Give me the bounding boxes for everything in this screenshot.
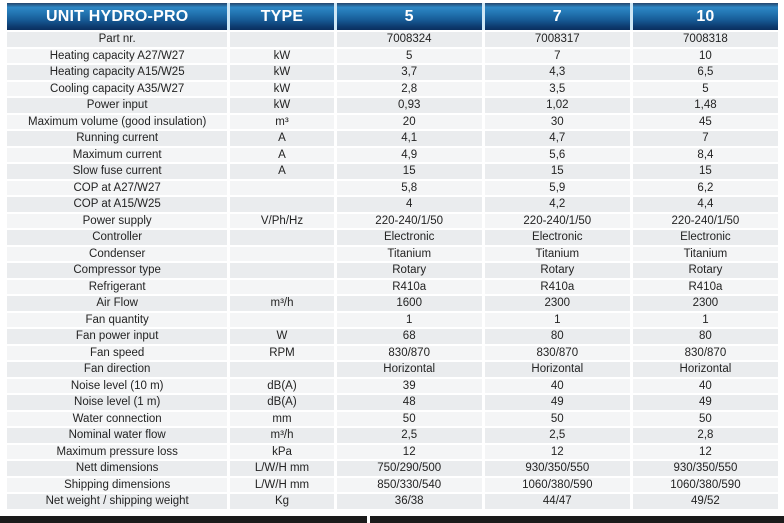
table-row bbox=[7, 32, 778, 47]
cell-value: 5 bbox=[337, 49, 482, 64]
row-unit bbox=[230, 230, 333, 245]
table-row bbox=[7, 362, 778, 377]
row-unit: m³ bbox=[230, 115, 333, 130]
row-label: Cooling capacity A35/W27 bbox=[7, 82, 227, 97]
spec-table bbox=[4, 1, 781, 511]
cell-value: R410a bbox=[633, 280, 778, 295]
cell-value: 3,7 bbox=[337, 65, 482, 80]
spec-table-body bbox=[7, 32, 778, 509]
cell-value: 20 bbox=[337, 115, 482, 130]
cell-value: 4 bbox=[337, 197, 482, 212]
row-unit: V/Ph/Hz bbox=[230, 214, 333, 229]
table-row bbox=[7, 280, 778, 295]
cell-value: 49 bbox=[485, 395, 630, 410]
table-row bbox=[7, 395, 778, 410]
cell-value: Rotary bbox=[633, 263, 778, 278]
cell-value: Rotary bbox=[337, 263, 482, 278]
cell-value: 7008324 bbox=[337, 32, 482, 47]
cell-value: 15 bbox=[485, 164, 630, 179]
table-row bbox=[7, 98, 778, 113]
row-unit bbox=[230, 181, 333, 196]
row-label: Water connection bbox=[7, 412, 227, 427]
row-label: Compressor type bbox=[7, 263, 227, 278]
cell-value: 4,4 bbox=[633, 197, 778, 212]
header-unit-name: UNIT HYDRO-PRO bbox=[7, 3, 227, 30]
table-row bbox=[7, 445, 778, 460]
row-unit: Kg bbox=[230, 494, 333, 509]
row-unit: L/W/H mm bbox=[230, 461, 333, 476]
cell-value: 2300 bbox=[633, 296, 778, 311]
cell-value: 7008317 bbox=[485, 32, 630, 47]
cell-value: 6,5 bbox=[633, 65, 778, 80]
table-row bbox=[7, 82, 778, 97]
row-label: COP at A15/W25 bbox=[7, 197, 227, 212]
cell-value: 0,93 bbox=[337, 98, 482, 113]
cell-value: 220-240/1/50 bbox=[485, 214, 630, 229]
cell-value: 4,7 bbox=[485, 131, 630, 146]
header-row bbox=[7, 3, 778, 30]
cell-value: Titanium bbox=[633, 247, 778, 262]
cell-value: 68 bbox=[337, 329, 482, 344]
cell-value: 48 bbox=[337, 395, 482, 410]
row-label: Fan power input bbox=[7, 329, 227, 344]
row-label: Noise level (1 m) bbox=[7, 395, 227, 410]
table-row bbox=[7, 181, 778, 196]
row-label: Fan direction bbox=[7, 362, 227, 377]
row-unit: m³/h bbox=[230, 296, 333, 311]
row-label: Controller bbox=[7, 230, 227, 245]
spec-table-header bbox=[7, 3, 778, 30]
row-unit: kW bbox=[230, 82, 333, 97]
cell-value: Titanium bbox=[485, 247, 630, 262]
cell-value: Rotary bbox=[485, 263, 630, 278]
cell-value: 49/52 bbox=[633, 494, 778, 509]
cell-value: 50 bbox=[633, 412, 778, 427]
row-label: Maximum current bbox=[7, 148, 227, 163]
cell-value: 49 bbox=[633, 395, 778, 410]
row-label: Noise level (10 m) bbox=[7, 379, 227, 394]
row-label: Running current bbox=[7, 131, 227, 146]
row-label: Maximum volume (good insulation) bbox=[7, 115, 227, 130]
table-row bbox=[7, 346, 778, 361]
cell-value: Titanium bbox=[337, 247, 482, 262]
cell-value: 930/350/550 bbox=[485, 461, 630, 476]
cell-value: 80 bbox=[485, 329, 630, 344]
row-unit: dB(A) bbox=[230, 379, 333, 394]
cell-value: 3,5 bbox=[485, 82, 630, 97]
cell-value: 15 bbox=[633, 164, 778, 179]
cell-value: 4,1 bbox=[337, 131, 482, 146]
cell-value: 1,02 bbox=[485, 98, 630, 113]
table-row bbox=[7, 296, 778, 311]
cell-value: 7 bbox=[633, 131, 778, 146]
cell-value: 1,48 bbox=[633, 98, 778, 113]
row-unit: kPa bbox=[230, 445, 333, 460]
cell-value: 2,8 bbox=[633, 428, 778, 443]
row-label: Refrigerant bbox=[7, 280, 227, 295]
cell-value: 12 bbox=[485, 445, 630, 460]
cell-value: 40 bbox=[633, 379, 778, 394]
cell-value: 5,8 bbox=[337, 181, 482, 196]
table-row bbox=[7, 197, 778, 212]
cell-value: 7008318 bbox=[633, 32, 778, 47]
row-unit: RPM bbox=[230, 346, 333, 361]
row-label: Part nr. bbox=[7, 32, 227, 47]
row-label: Fan speed bbox=[7, 346, 227, 361]
cell-value: 5 bbox=[633, 82, 778, 97]
cell-value: Electronic bbox=[337, 230, 482, 245]
cell-value: 750/290/500 bbox=[337, 461, 482, 476]
table-row bbox=[7, 131, 778, 146]
cell-value: 8,4 bbox=[633, 148, 778, 163]
row-label: Condenser bbox=[7, 247, 227, 262]
row-label: Shipping dimensions bbox=[7, 478, 227, 493]
table-row bbox=[7, 478, 778, 493]
row-unit bbox=[230, 362, 333, 377]
cell-value: 10 bbox=[633, 49, 778, 64]
cell-value: 39 bbox=[337, 379, 482, 394]
row-label: Maximum pressure loss bbox=[7, 445, 227, 460]
header-model-5: 5 bbox=[337, 3, 482, 30]
table-row bbox=[7, 313, 778, 328]
cell-value: 7 bbox=[485, 49, 630, 64]
table-row bbox=[7, 214, 778, 229]
cell-value: Horizontal bbox=[337, 362, 482, 377]
cell-value: 6,2 bbox=[633, 181, 778, 196]
cell-value: 1 bbox=[633, 313, 778, 328]
cell-value: 5,6 bbox=[485, 148, 630, 163]
header-model-7: 7 bbox=[485, 3, 630, 30]
row-label: Power supply bbox=[7, 214, 227, 229]
cell-value: 36/38 bbox=[337, 494, 482, 509]
cell-value: Horizontal bbox=[633, 362, 778, 377]
cell-value: 2,5 bbox=[337, 428, 482, 443]
row-unit: L/W/H mm bbox=[230, 478, 333, 493]
header-type: TYPE bbox=[230, 3, 333, 30]
row-unit: dB(A) bbox=[230, 395, 333, 410]
row-label: Nett dimensions bbox=[7, 461, 227, 476]
cell-value: 50 bbox=[485, 412, 630, 427]
table-row bbox=[7, 379, 778, 394]
cell-value: 1060/380/590 bbox=[485, 478, 630, 493]
row-unit bbox=[230, 197, 333, 212]
row-unit: mm bbox=[230, 412, 333, 427]
table-row bbox=[7, 461, 778, 476]
cell-value: 1 bbox=[337, 313, 482, 328]
row-label: Slow fuse current bbox=[7, 164, 227, 179]
table-row bbox=[7, 115, 778, 130]
cell-value: Horizontal bbox=[485, 362, 630, 377]
footer-bar bbox=[0, 516, 784, 523]
cell-value: Electronic bbox=[633, 230, 778, 245]
table-row bbox=[7, 412, 778, 427]
table-row bbox=[7, 263, 778, 278]
row-label: Heating capacity A15/W25 bbox=[7, 65, 227, 80]
table-row bbox=[7, 65, 778, 80]
cell-value: 1600 bbox=[337, 296, 482, 311]
cell-value: 80 bbox=[633, 329, 778, 344]
row-unit: A bbox=[230, 131, 333, 146]
cell-value: 830/870 bbox=[633, 346, 778, 361]
row-label: Power input bbox=[7, 98, 227, 113]
row-unit bbox=[230, 313, 333, 328]
cell-value: 4,2 bbox=[485, 197, 630, 212]
table-row bbox=[7, 49, 778, 64]
header-model-10: 10 bbox=[633, 3, 778, 30]
cell-value: 40 bbox=[485, 379, 630, 394]
row-label: Fan quantity bbox=[7, 313, 227, 328]
cell-value: Electronic bbox=[485, 230, 630, 245]
row-unit: A bbox=[230, 164, 333, 179]
cell-value: 5,9 bbox=[485, 181, 630, 196]
row-unit: m³/h bbox=[230, 428, 333, 443]
cell-value: 2,8 bbox=[337, 82, 482, 97]
cell-value: 830/870 bbox=[337, 346, 482, 361]
cell-value: 50 bbox=[337, 412, 482, 427]
row-unit: kW bbox=[230, 98, 333, 113]
cell-value: 2,5 bbox=[485, 428, 630, 443]
cell-value: 45 bbox=[633, 115, 778, 130]
table-row bbox=[7, 247, 778, 262]
cell-value: 2300 bbox=[485, 296, 630, 311]
cell-value: 1 bbox=[485, 313, 630, 328]
table-row bbox=[7, 148, 778, 163]
table-row bbox=[7, 494, 778, 509]
cell-value: 4,9 bbox=[337, 148, 482, 163]
row-unit: W bbox=[230, 329, 333, 344]
cell-value: 12 bbox=[337, 445, 482, 460]
cell-value: R410a bbox=[337, 280, 482, 295]
row-unit: kW bbox=[230, 65, 333, 80]
cell-value: 220-240/1/50 bbox=[337, 214, 482, 229]
row-label: Net weight / shipping weight bbox=[7, 494, 227, 509]
cell-value: 12 bbox=[633, 445, 778, 460]
row-unit bbox=[230, 32, 333, 47]
table-row bbox=[7, 164, 778, 179]
table-row bbox=[7, 428, 778, 443]
cell-value: 44/47 bbox=[485, 494, 630, 509]
row-label: COP at A27/W27 bbox=[7, 181, 227, 196]
cell-value: 15 bbox=[337, 164, 482, 179]
row-label: Air Flow bbox=[7, 296, 227, 311]
table-row bbox=[7, 230, 778, 245]
footer-bar-notch bbox=[367, 516, 370, 523]
row-label: Nominal water flow bbox=[7, 428, 227, 443]
cell-value: 1060/380/590 bbox=[633, 478, 778, 493]
cell-value: 220-240/1/50 bbox=[633, 214, 778, 229]
row-unit: A bbox=[230, 148, 333, 163]
cell-value: R410a bbox=[485, 280, 630, 295]
cell-value: 830/870 bbox=[485, 346, 630, 361]
cell-value: 930/350/550 bbox=[633, 461, 778, 476]
cell-value: 850/330/540 bbox=[337, 478, 482, 493]
row-unit bbox=[230, 247, 333, 262]
row-unit: kW bbox=[230, 49, 333, 64]
row-label: Heating capacity A27/W27 bbox=[7, 49, 227, 64]
row-unit bbox=[230, 263, 333, 278]
cell-value: 4,3 bbox=[485, 65, 630, 80]
row-unit bbox=[230, 280, 333, 295]
table-row bbox=[7, 329, 778, 344]
cell-value: 30 bbox=[485, 115, 630, 130]
